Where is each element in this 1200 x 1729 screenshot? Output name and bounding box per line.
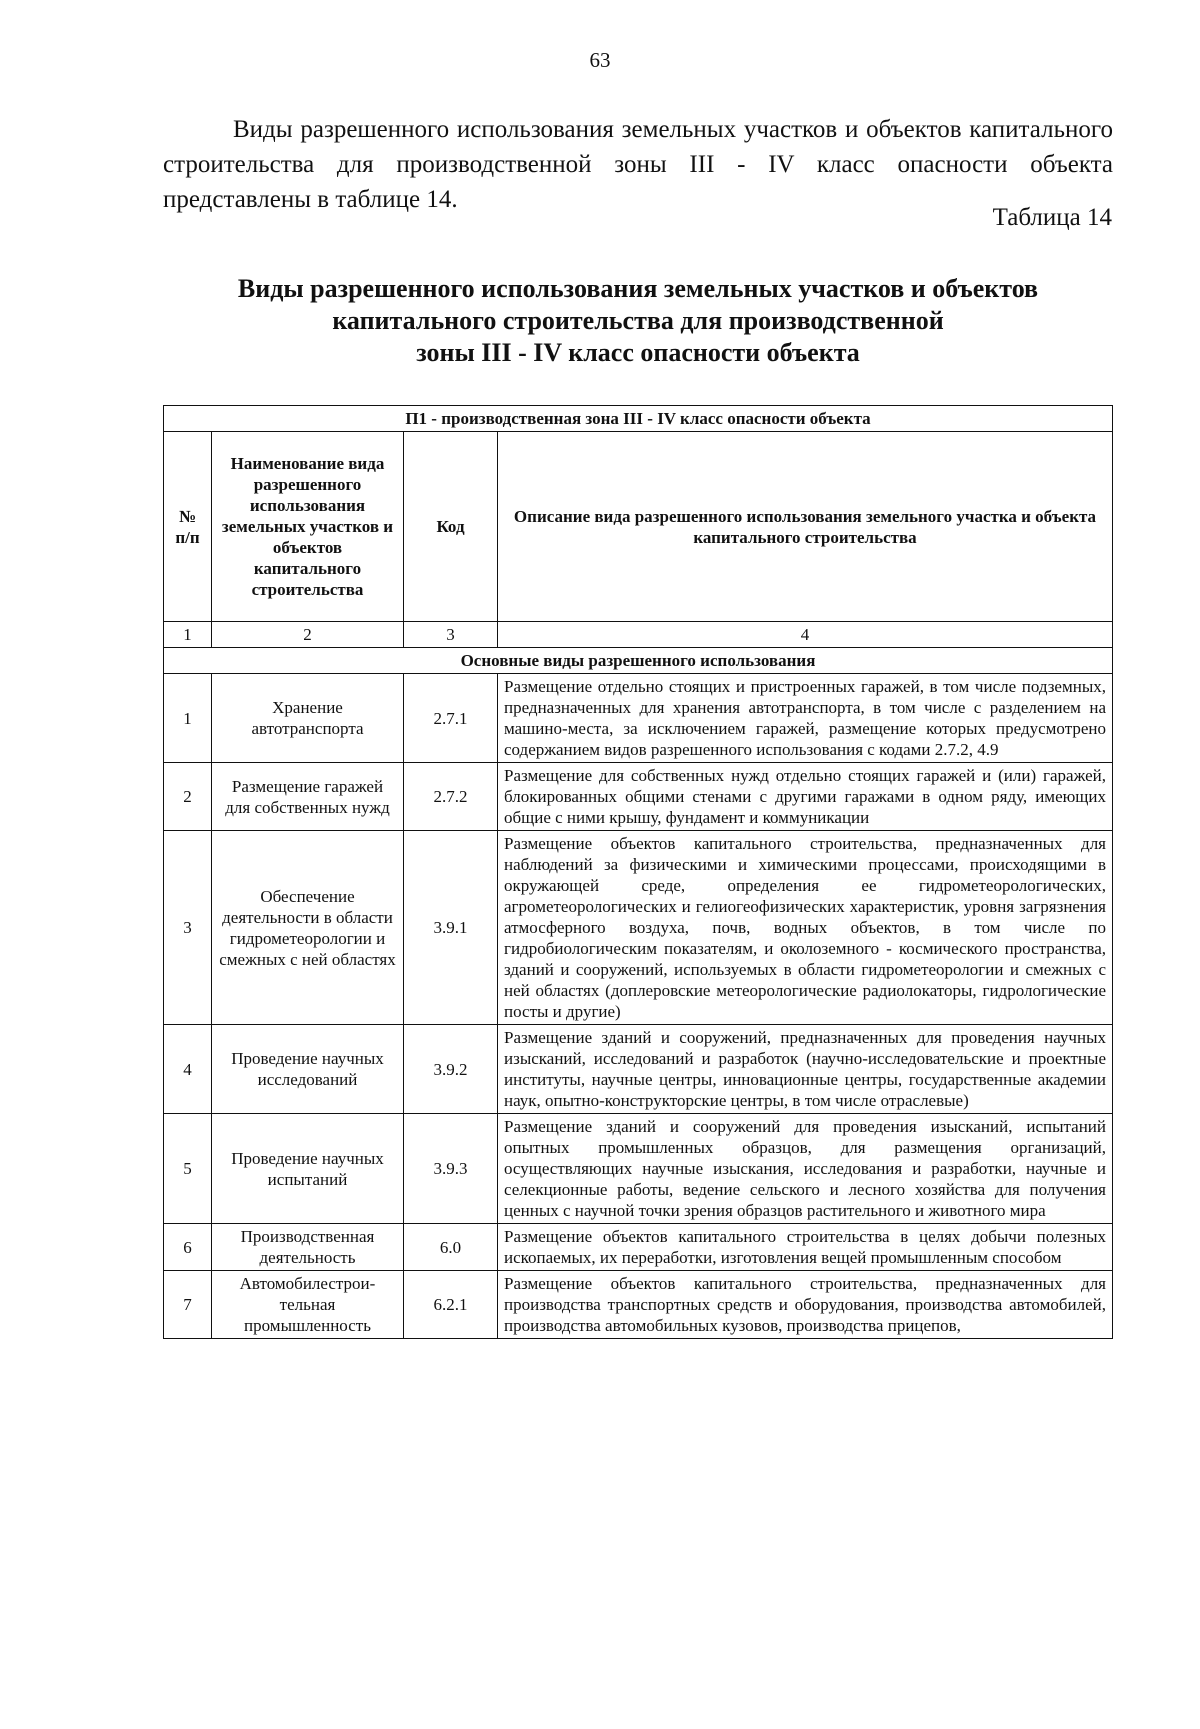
intro-paragraph: Виды разрешенного использования земельных участков и объектов капитального строительства для производственной зоны III - IV класс опасности объекта представлены в таблице 14. — [163, 116, 1113, 213]
table-row — [164, 674, 1113, 763]
table-heading — [163, 273, 1113, 369]
column-number: 4 — [498, 622, 1113, 648]
row-description: Размещение для собственных нужд отдельно стоящих гаражей и (или) гаражей, блокированных общими стенами с другими гаражами в одном ряду, имеющих общие с ними крышу, фундамент и коммуникации — [498, 763, 1113, 831]
column-number: 1 — [164, 622, 212, 648]
row-description: Размещение зданий и сооружений, предназначенных для проведения научных изысканий, исследований и разработок (научно-исследовательские и проектные институты, научные центры, инновационные центры, государственные академии наук, опытно-конструкторские центры, в том числе отраслевые) — [498, 1025, 1113, 1114]
row-code: 3.9.3 — [404, 1114, 498, 1224]
zone-title: П1 - производственная зона III - IV класс опасности объекта — [164, 406, 1113, 432]
row-num: 1 — [164, 674, 212, 763]
header-num: № п/п — [164, 432, 212, 622]
header-description: Описание вида разрешенного использования земельного участка и объекта капитального строительства — [498, 432, 1113, 622]
row-name: Автомобилестрои-тельная промышленность — [212, 1271, 404, 1339]
row-code: 3.9.1 — [404, 831, 498, 1025]
row-num: 5 — [164, 1114, 212, 1224]
row-description: Размещение объектов капитального строительства, предназначенных для наблюдений за физическими и химическими процессами, происходящими в окружающей среде, определения ее гидрометеорологических, агрометеорологических и гелиогеофизических характеристик, уровня загрязнения атмосферного воздуха, почв, водных объектов, в том числе по гидробиологическим показателям, и околоземного - космического пространства, зданий и сооружений, используемых в области гидрометеорологии и смежных с ней областях (доплеровские метеорологические радиолокаторы, гидрологические посты и другие) — [498, 831, 1113, 1025]
row-name: Обеспечение деятельности в области гидрометеорологии и смежных с ней областях — [212, 831, 404, 1025]
section-title: Основные виды разрешенного использования — [164, 648, 1113, 674]
column-number: 2 — [212, 622, 404, 648]
row-description: Размещение объектов капитального строительства в целях добычи полезных ископаемых, их переработки, изготовления вещей промышленным способом — [498, 1224, 1113, 1271]
row-num: 3 — [164, 831, 212, 1025]
row-num: 7 — [164, 1271, 212, 1339]
table-row — [164, 831, 1113, 1025]
table-heading-line-2: капитального строительства для производственной — [332, 306, 944, 335]
row-num: 2 — [164, 763, 212, 831]
table-row — [164, 1025, 1113, 1114]
table-heading-line-3: зоны III - IV класс опасности объекта — [416, 338, 860, 367]
header-name: Наименование вида разрешенного использования земельных участков и объектов капитального строительства — [212, 432, 404, 622]
page-number: 63 — [589, 48, 611, 72]
row-description: Размещение объектов капитального строительства, предназначенных для производства транспортных средств и оборудования, производства автомобилей, производства автомобильных кузовов, производства прицепов, — [498, 1271, 1113, 1339]
table-heading-line-1: Виды разрешенного использования земельных участков и объектов — [237, 274, 1039, 303]
row-num: 6 — [164, 1224, 212, 1271]
row-description: Размещение отдельно стоящих и пристроенных гаражей, в том числе подземных, предназначенных для хранения автотранспорта, в том числе с разделением на машино-места, за исключением гаражей, размещение которых предусмотрено содержанием видов разрешенного использования с кодами 2.7.2, 4.9 — [498, 674, 1113, 763]
row-num: 4 — [164, 1025, 212, 1114]
header-row — [164, 432, 1113, 622]
table-row — [164, 1114, 1113, 1224]
row-code: 6.2.1 — [404, 1271, 498, 1339]
column-number: 3 — [404, 622, 498, 648]
row-name: Проведение научных исследований — [212, 1025, 404, 1114]
table-row — [164, 763, 1113, 831]
row-code: 2.7.1 — [404, 674, 498, 763]
table-row — [164, 1271, 1113, 1339]
row-code: 6.0 — [404, 1224, 498, 1271]
row-name: Хранение автотранспорта — [212, 674, 404, 763]
land-use-table — [163, 405, 1113, 1339]
column-number-row — [164, 622, 1113, 648]
row-name: Проведение научных испытаний — [212, 1114, 404, 1224]
row-description: Размещение зданий и сооружений для проведения изысканий, испытаний опытных промышленных образцов, для размещения организаций, осуществляющих научные изыскания, исследования и разработки, научные и селекционные работы, ведение сельского и лесного хозяйства для получения ценных с научной точки зрения образцов растительного и животного мира — [498, 1114, 1113, 1224]
table-row — [164, 1224, 1113, 1271]
header-code: Код — [404, 432, 498, 622]
table-caption: Таблица 14 — [992, 204, 1112, 231]
section-title-row — [164, 648, 1113, 674]
zone-title-row — [164, 406, 1113, 432]
row-name: Размещение гаражей для собственных нужд — [212, 763, 404, 831]
row-code: 2.7.2 — [404, 763, 498, 831]
row-name: Производственная деятельность — [212, 1224, 404, 1271]
row-code: 3.9.2 — [404, 1025, 498, 1114]
